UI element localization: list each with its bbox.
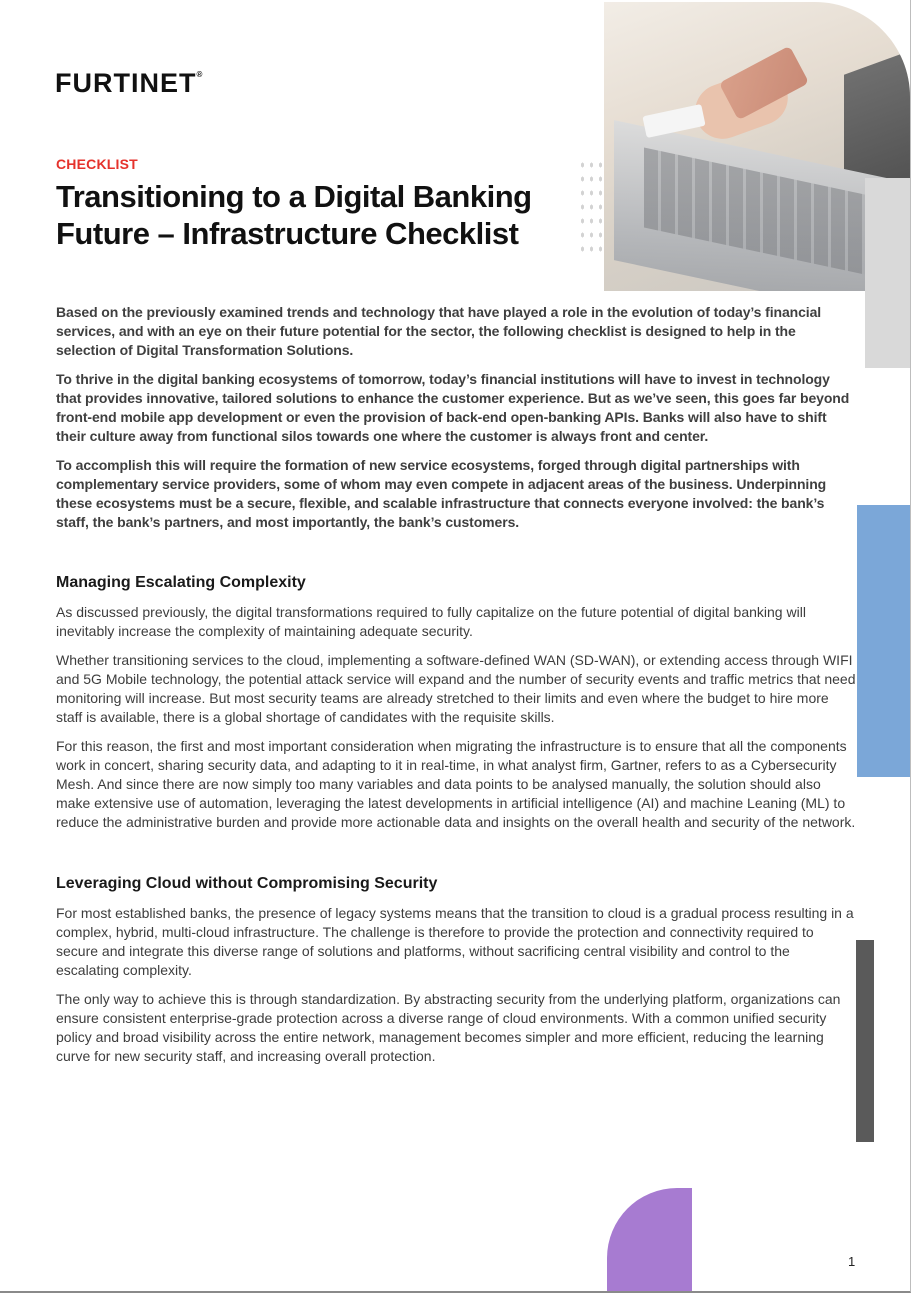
intro-paragraph-2: To thrive in the digital banking ecosystems of tomorrow, today’s financial institutions will have to invest in technology that provides innovative, tailored solutions to enhance the customer experience. But as we’ve seen, this goes far beyond front-end mobile app development or even the provision of back-end open-banking APIs. Banks will also have to shift their culture away from functional silos towards one where the customer is always front and center. bbox=[56, 371, 850, 444]
intro-paragraph-3: To accomplish this will require the formation of new service ecosystems, forged through digital partnerships with complementary service providers, some of whom may even compete in adjacent areas of the business. Underpinning these ecosystems must be a secure, flexible, and scalable infrastructure that connects everyone involved: the bank’s staff, the bank’s partners, and most importantly, the bank’s customers. bbox=[56, 457, 827, 530]
cloud-paragraph-1: For most established banks, the presence of legacy systems means that the transition to cloud is a gradual process resulting in a complex, hybrid, multi-cloud infrastructure. The challenge is therefore to provide the protection and connectivity required to secure and integrate this diverse range of solutions and platforms, without sacrificing central visibility and control to the escalating complexity. bbox=[56, 905, 854, 978]
page-number: 1 bbox=[848, 1254, 856, 1269]
side-accent-dark bbox=[856, 940, 874, 1142]
side-accent-blue bbox=[857, 505, 910, 777]
footer-accent-purple bbox=[607, 1188, 692, 1291]
side-accent-gray bbox=[865, 178, 910, 368]
fortinet-logo bbox=[55, 68, 203, 99]
complexity-paragraph-1: As discussed previously, the digital transformations required to fully capitalize on the future potential of digital banking will inevitably increase the complexity of maintaining adequate security. bbox=[56, 604, 806, 639]
logo-text: FURTINET bbox=[55, 68, 197, 98]
section-heading-cloud: Leveraging Cloud without Compromising Security bbox=[56, 875, 438, 892]
cloud-paragraph-2: The only way to achieve this is through standardization. By abstracting security from the underlying platform, organizations can ensure consistent enterprise-grade protection across a diverse range of cloud environments. With a common unified security policy and broad visibility across the entire network, management becomes simpler and more efficient, reducing the learning curve for new security staff, and increasing overall protection. bbox=[56, 991, 841, 1064]
document-type-label: CHECKLIST bbox=[56, 156, 138, 172]
logo-registered-mark: ® bbox=[196, 70, 204, 79]
page-title: Transitioning to a Digital Banking Future – Infrastructure Checklist bbox=[56, 179, 532, 251]
intro-paragraph-1: Based on the previously examined trends and technology that have played a role in the evolution of today’s financial services, and with an eye on their future potential for the sector, the following checklist is designed to help in the selection of Digital Transformation Solutions. bbox=[56, 304, 822, 358]
complexity-paragraph-2: Whether transitioning services to the cloud, implementing a software-defined WAN (SD-WAN), or extending access through WIFI and 5G Mobile technology, the potential attack service will expand and the number of security events and traffic metrics that need monitoring will increase. But most security teams are already stretched to their limits and even where the budget to hire more staff is available, there is a global shortage of candidates with the requisite skills. bbox=[56, 652, 856, 725]
section-heading-complexity: Managing Escalating Complexity bbox=[56, 574, 306, 591]
complexity-paragraph-3: For this reason, the first and most important consideration when migrating the infrastructure is to ensure that all the components work in concert, sharing security data, and adapting to it in real-time, in what analyst firm, Gartner, refers to as a Cybersecurity Mesh. And since there are now simply too many variables and data points to be analysed manually, the solution should also make extensive use of automation, leveraging the latest developments in artificial intelligence (AI) and machine Leaning (ML) to reduce the administrative burden and provide more actionable data and insights on the overall health and security of the network. bbox=[56, 738, 856, 830]
